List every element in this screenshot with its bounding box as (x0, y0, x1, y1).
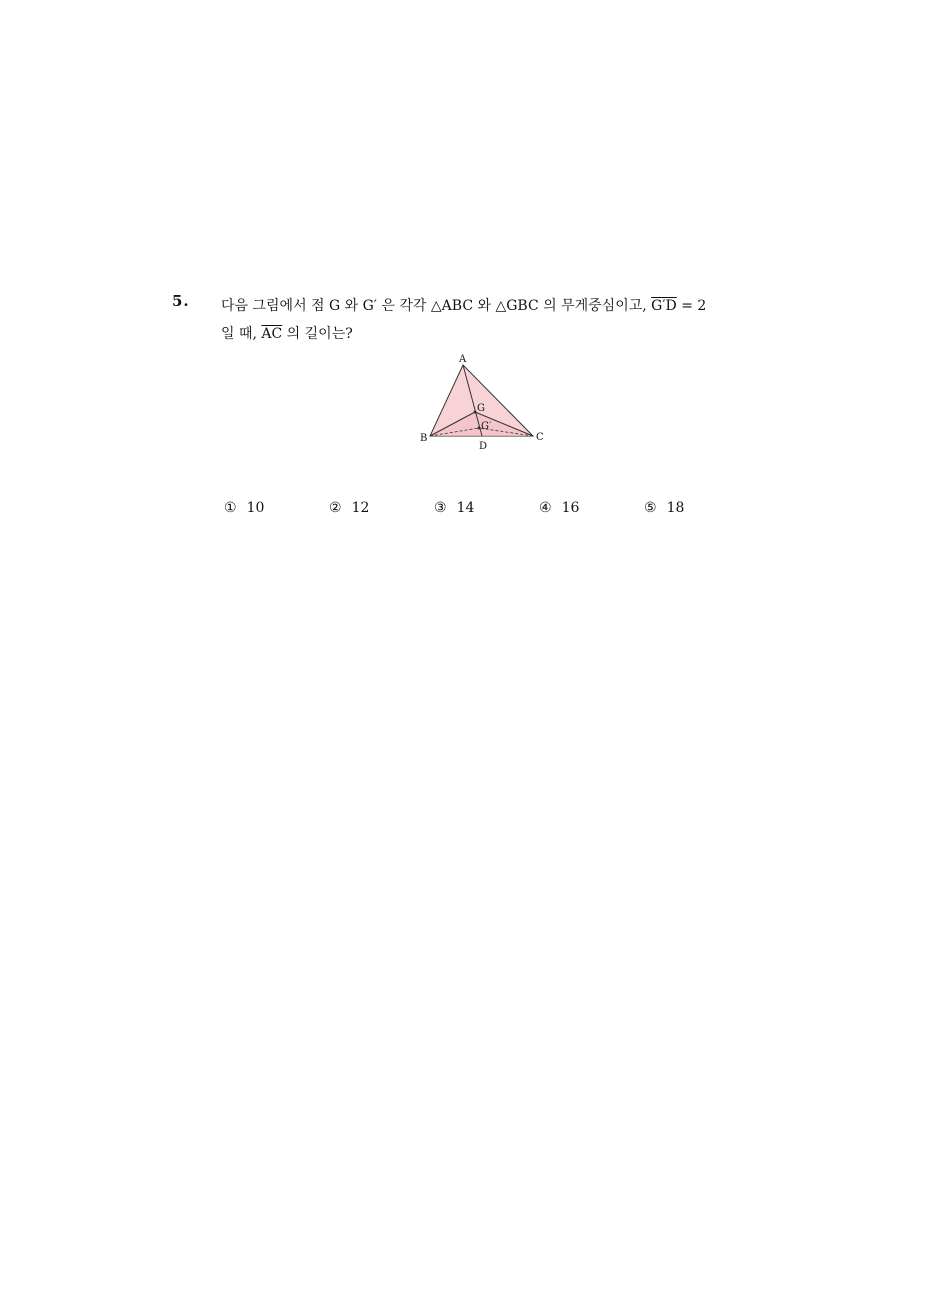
problem-number: 5. (172, 292, 190, 310)
choice-4[interactable] (539, 500, 579, 516)
choice-marker: ② (329, 500, 342, 516)
choice-1[interactable] (224, 500, 264, 516)
choice-value: 12 (351, 500, 370, 516)
choice-value: 18 (666, 500, 685, 516)
statement-text-1: 다음 그림에서 점 G 와 G′ 은 각각 △ABC 와 △GBC 의 무게중심이고, (221, 298, 647, 314)
problem-statement (221, 292, 761, 348)
triangle-diagram (416, 350, 552, 454)
choice-marker: ③ (434, 500, 447, 516)
label-gprime: G′ (481, 421, 492, 432)
label-g: G (477, 403, 485, 414)
label-a: A (459, 354, 467, 365)
choice-value: 16 (561, 500, 580, 516)
choice-value: 14 (456, 500, 475, 516)
statement-text-3: 일 때, (221, 326, 257, 342)
choice-marker: ① (224, 500, 237, 516)
statement-text-2: = 2 (676, 298, 707, 314)
choice-marker: ④ (539, 500, 552, 516)
choice-marker: ⑤ (644, 500, 657, 516)
label-b: B (420, 433, 428, 444)
label-c: C (536, 432, 544, 443)
choice-3[interactable] (434, 500, 474, 516)
choice-5[interactable] (644, 500, 684, 516)
choice-value: 10 (246, 500, 265, 516)
statement-text-4: 의 길이는? (282, 326, 353, 342)
label-d: D (479, 441, 488, 452)
segment-ac: $\overline{AC}$ (261, 326, 283, 342)
answer-choices (224, 500, 784, 524)
choice-2[interactable] (329, 500, 369, 516)
triangle-figure (416, 350, 552, 454)
segment-gprime-d: G′D (651, 298, 677, 314)
